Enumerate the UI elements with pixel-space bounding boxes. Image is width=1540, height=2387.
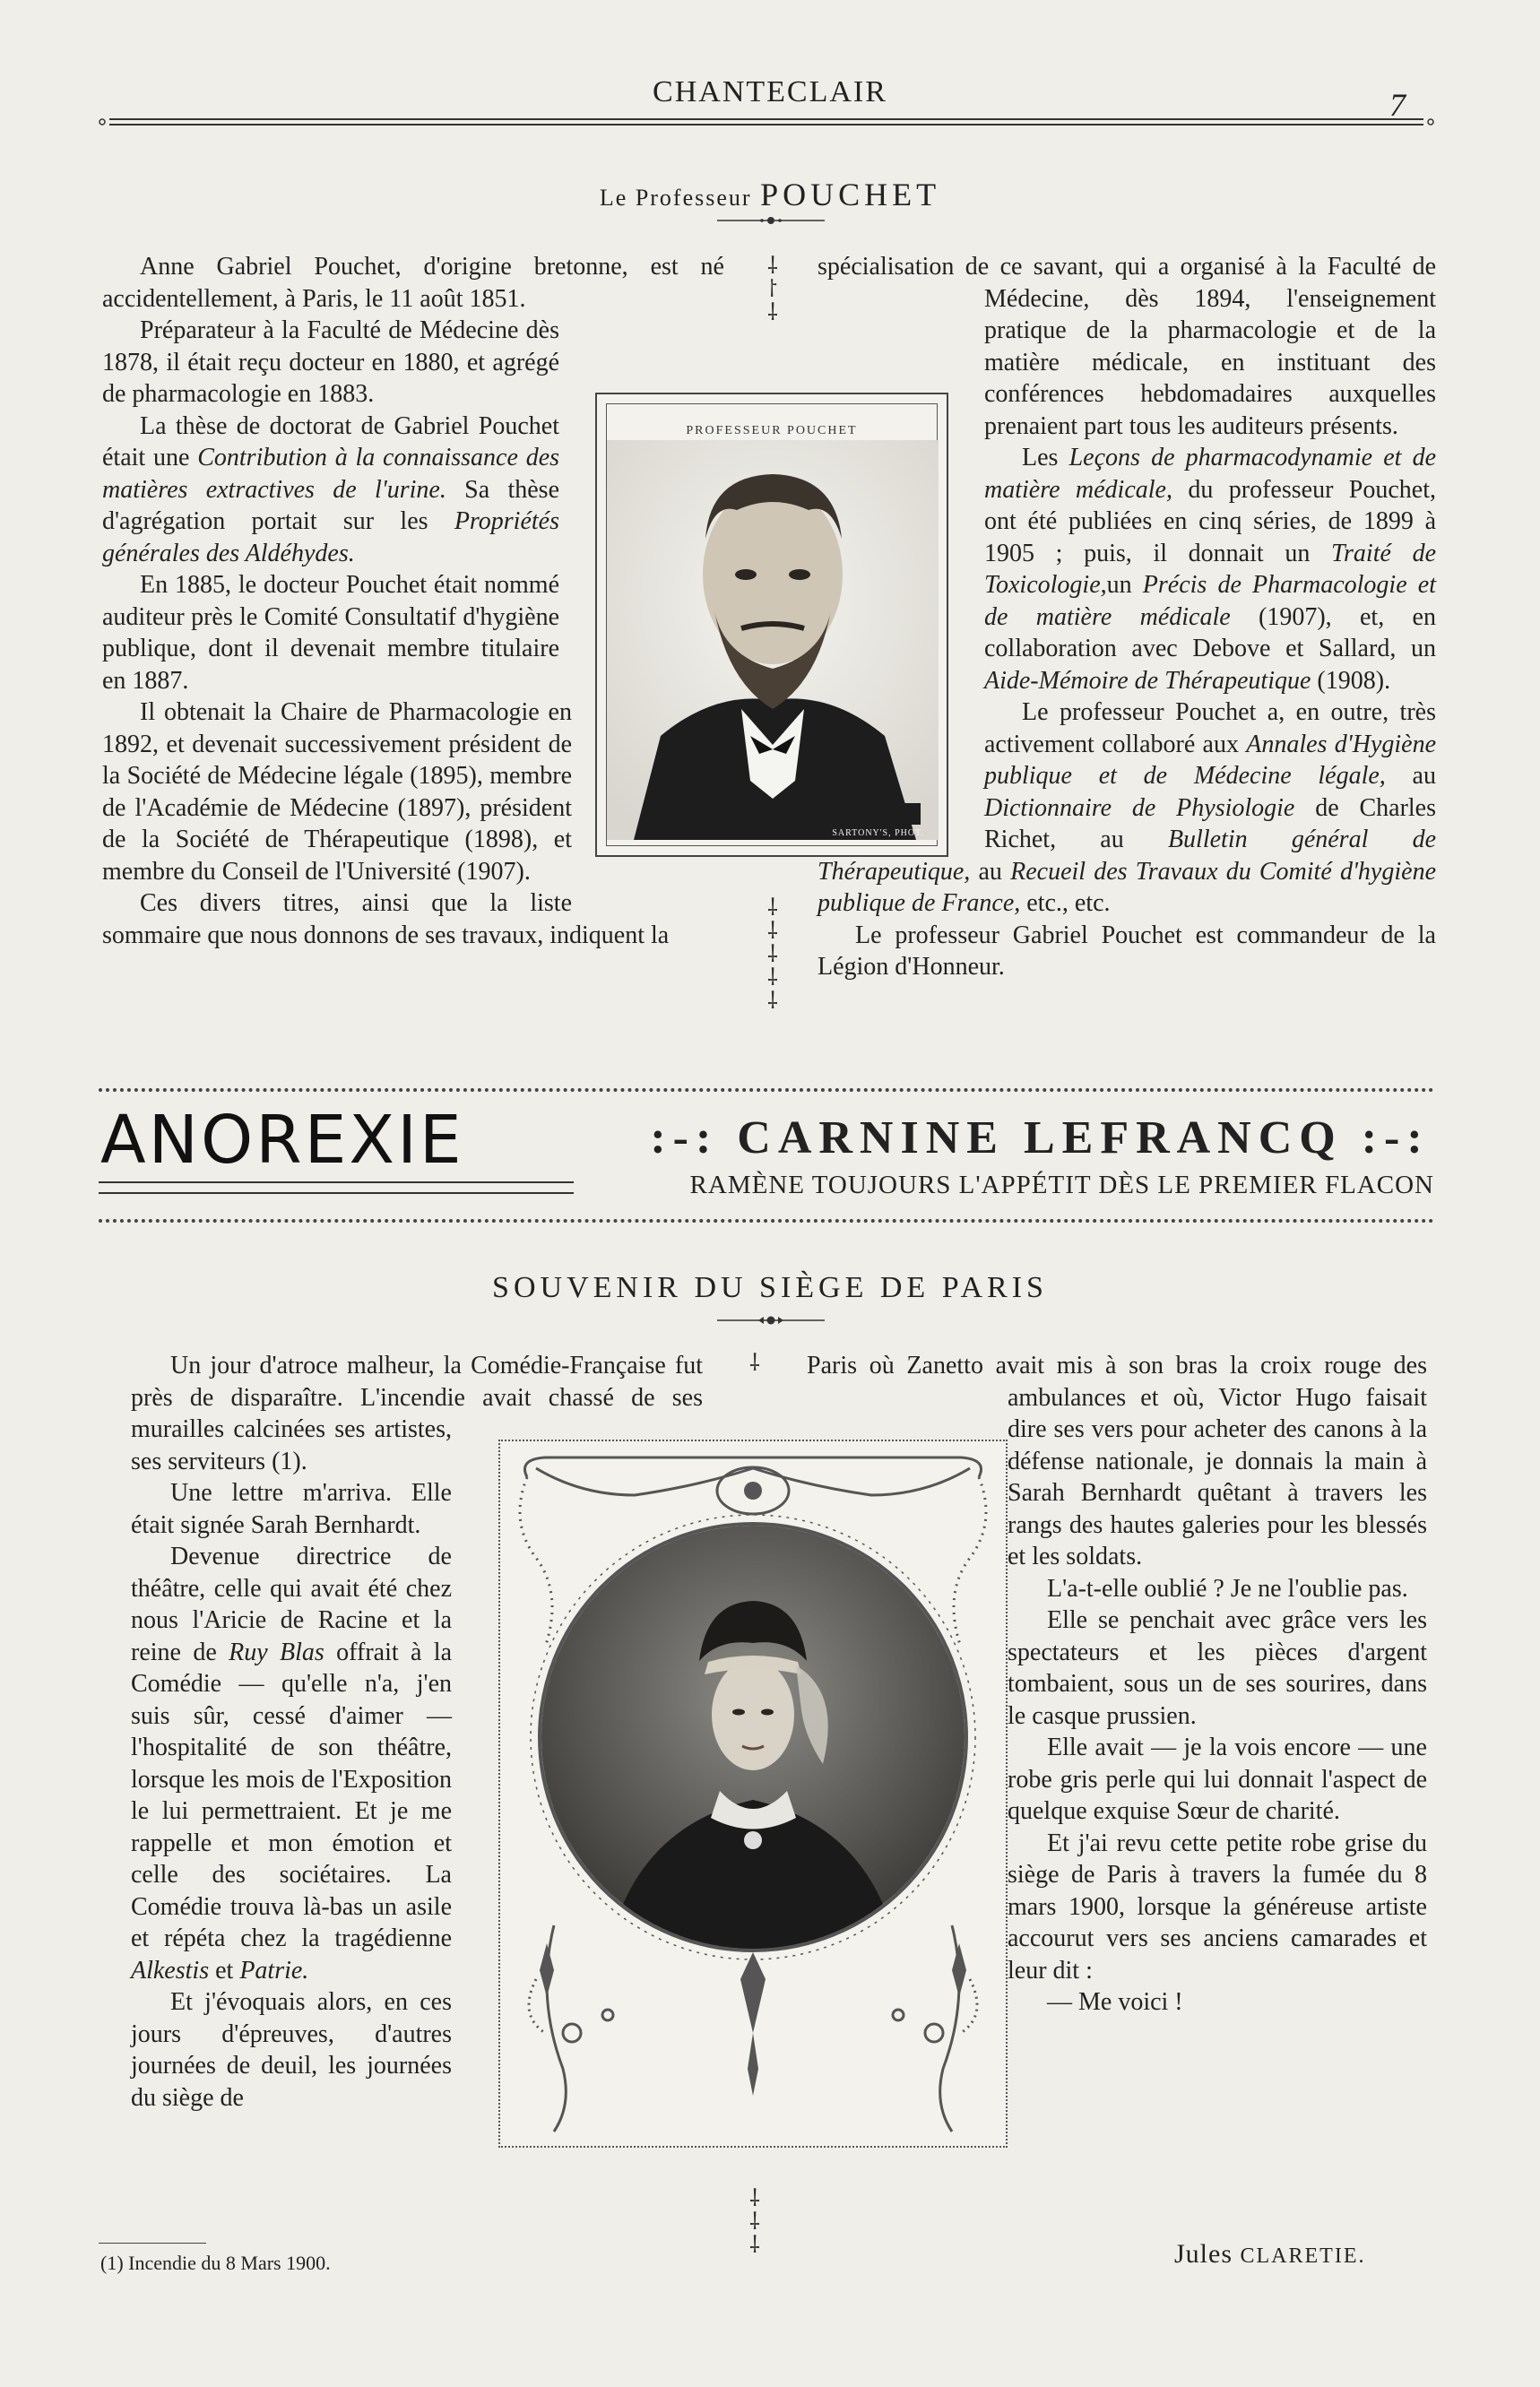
footnote-rule [99, 2243, 206, 2244]
title-ornament [717, 215, 825, 226]
thesis-title: Contribution à la connaissance des matières extractives de l'urine. [102, 444, 560, 504]
ad-slogan: RAMÈNE TOUJOURS L'APPÉTIT DÈS LE PREMIER FLACON [689, 1171, 1434, 1199]
portrait-caption: PROFESSEUR POUCHET [686, 424, 858, 437]
title-prefix: Le Professeur [599, 185, 752, 211]
portrait-pouchet [595, 393, 948, 857]
paragraph: — Me voici ! [1047, 1988, 1183, 2016]
paragraph: Et j'ai revu cette petite robe grise du siège de Paris à travers la fumée du 8 mars 1900, lorsque la généreuse artiste accourut vers ses anciens camarades et leur dit : [1008, 1829, 1427, 1985]
ad-border-top [99, 1088, 1434, 1095]
portrait-sarah-bernhardt [498, 1440, 1008, 2148]
title-name: POUCHET [760, 177, 941, 212]
paragraph: Elle avait — je la vois encore — une robe gris perle qui lui donnait l'aspect de quelque exquise Sœur de charité. [1008, 1734, 1427, 1825]
page-number: 7 [1389, 87, 1406, 123]
portrait-credit: SARTONY'S, PHOT. [832, 828, 924, 838]
paragraph: Un jour d'atroce malheur, la Comédie-Française fut près de disparaître. L'incendie avait chassé de ses murailles calcinées ses artistes, ses serviteurs (1). [131, 1352, 703, 1475]
art-nouveau-frame [500, 1441, 1006, 2146]
paragraph: Ces divers titres, ainsi que la liste sommaire que nous donnons de ses travaux, indiquent la [102, 889, 670, 949]
title-ornament [717, 1314, 825, 1327]
footnote: (1) Incendie du 8 Mars 1900. [100, 2252, 331, 2274]
paragraph: La thèse de doctorat de Gabriel Pouchet était une Contribution à la connaissance des matières extractives de l'urine. Sa thèse d'agrégation portait sur les Propriétés générales des Aldéhydes. [102, 411, 560, 567]
portrait-photo [607, 440, 939, 840]
article-title-pouchet [0, 176, 1540, 213]
paragraph: En 1885, le docteur Pouchet était nommé auditeur près le Comité Consultatif d'hygiène publique, dont il devenait membre titulaire en 1887. [102, 571, 559, 695]
column-divider: ⸸ ⸸ ⸸ [748, 2185, 761, 2258]
paragraph: Il obtenait la Chaire de Pharmacologie en 1892, et devenait successivement président de la Société de Médecine légale (1895), membre de l'Académie de Médecine (1897), président de la Société de Thérapeutique (1898), et membre du Conseil de l'Université (1907). [102, 698, 572, 886]
paragraph: L'a-t-elle oublié ? Je ne l'oublie pas. [1047, 1574, 1408, 1603]
ad-title-underline [99, 1181, 574, 1194]
paragraph: Le professeur Gabriel Pouchet est commandeur de la Légion d'Honneur. [818, 921, 1436, 981]
paragraph: Anne Gabriel Pouchet, d'origine bretonne, est né accidentellement, à Paris, le 11 août 1851. [102, 253, 724, 313]
ad-border-bottom [99, 1219, 1434, 1226]
agregation-title: Propriétés générales des Aldéhydes. [102, 507, 559, 567]
header-rule [99, 117, 1434, 127]
column-divider: ⸸ ⸷ ⸸ [766, 253, 779, 325]
author-signature: Jules CLARETIE. [1174, 2239, 1366, 2269]
paragraph: Une lettre m'arriva. Elle était signée Sarah Bernhardt. [131, 1479, 452, 1539]
paragraph: Les Leçons de pharmacodynamie et de matière médicale, du professeur Pouchet, ont été publiées en cinq séries, de 1899 à 1905 ; puis, il donnait un Traité de Toxicologie,un Précis de Pharmacologie et de matière médicale (1907), et, en collaboration avec Debove et Sallard, un Aide-Mémoire de Thérapeutique (1908). [984, 444, 1437, 695]
paragraph: Paris où Zanetto avait mis à son bras la croix rouge des ambulances et où, Victor Hugo faisait dire ses vers pour acheter des canons à la défense nationale, je donnais la main à Sarah Bernhardt quêtant à travers les rangs des hautes galeries pour les blessés et les soldats. [807, 1352, 1427, 1570]
paragraph: Elle se penchait avec grâce vers les spectateurs et les pièces d'argent tombaient, sous un de ses sourires, dans le casque prussien. [1008, 1606, 1427, 1730]
running-head: CHANTECLAIR [653, 75, 887, 108]
article-title-souvenir: SOUVENIR DU SIÈGE DE PARIS [492, 1271, 1048, 1304]
ad-product-name: :-: CARNINE LEFRANCQ :-: [650, 1112, 1430, 1163]
paragraph: spécialisation de ce savant, qui a organisé à la Faculté de Médecine, dès 1894, l'enseignement pratique de la pharmacologie et de la matière médicale, en instituant des conférences hebdomadaires auxquelles prenaient part tous les auditeurs présents. [818, 253, 1436, 440]
column-divider: ⸸ ⸸ ⸸ ⸸ ⸸ [766, 895, 779, 1014]
paragraph: Et j'évoquais alors, en ces jours d'épreuves, d'autres journées de deuil, les journées du siège de [131, 1988, 452, 2112]
paragraph: Le professeur Pouchet a, en outre, très activement collaboré aux Annales d'Hygiène publique et de Médecine légale, au Dictionnaire de Physiologie de Charles Richet, au Bulletin général de Thérapeutique, au Recueil des Travaux du Comité d'hygiène publique de France, etc., etc. [818, 698, 1437, 917]
column-divider: ⸸ [748, 1350, 761, 1376]
ad-title: ANOREXIE [100, 1102, 464, 1179]
paragraph: Devenue directrice de théâtre, celle qui avait été chez nous l'Aricie de Racine et la reine de Ruy Blas offrait à la Comédie — qu'elle n'a, j'en suis sûr, cessé d'aimer — l'hospitalité de son théâtre, lorsque les mois de l'Exposition le lui permettraient. Et je me rappelle et mon émotion et celle des sociétaires. La Comédie trouva là-bas un asile et répéta chez la tragédienne Alkestis et Patrie. [131, 1543, 453, 1985]
paragraph: Préparateur à la Faculté de Médecine dès 1878, il était reçu docteur en 1880, et agrégé de pharmacologie en 1883. [102, 316, 559, 408]
